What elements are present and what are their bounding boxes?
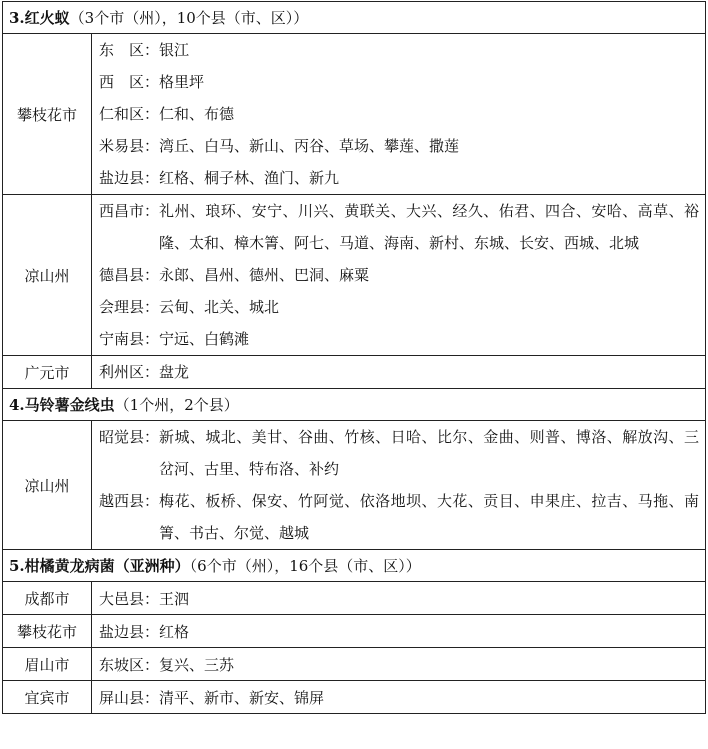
region-row [3, 648, 706, 681]
county-entry [99, 130, 699, 162]
county-name: 屏山县： [99, 688, 160, 707]
county-name: 德昌县： [99, 266, 160, 284]
section-name: 3.红火蚁 [9, 9, 70, 27]
region-row [3, 615, 706, 648]
town-list: 格里坪 [159, 73, 205, 91]
town-list: 梅花、板桥、保安、竹阿觉、依洛地坝、大花、贡目、申果庄、拉吉、马拖、南箐、书古、尔觉、越城 [159, 492, 699, 542]
town-list: 新城、城北、美甘、谷曲、竹核、日哈、比尔、金曲、则普、博洛、解放沟、三岔河、古里、特布洛、补约 [159, 428, 699, 478]
section-header-row [3, 2, 706, 34]
county-entry [99, 421, 699, 485]
region-name: 眉山市 [3, 648, 92, 681]
town-list: 湾丘、白马、新山、丙谷、草场、攀莲、撒莲 [159, 137, 460, 155]
region-name: 宜宾市 [3, 681, 92, 714]
quarantine-distribution-table [2, 1, 706, 714]
county-entry [99, 259, 699, 291]
county-entry [99, 98, 699, 130]
county-entry [99, 291, 699, 323]
section-name: 5.柑橘黄龙病菌（亚洲种） [9, 557, 190, 575]
town-list: 红格、桐子林、渔门、新九 [159, 169, 340, 187]
town-list: 仁和、布德 [159, 105, 235, 123]
region-name: 广元市 [3, 356, 92, 389]
section-count-note: （6个市（州），16个县（市、区）） [189, 557, 421, 575]
town-list: 永郎、昌州、德州、巴洞、麻粟 [159, 266, 370, 284]
town-list: 宁远、白鹤滩 [159, 330, 250, 348]
county-name: 利州区： [99, 363, 160, 381]
region-name: 成都市 [3, 582, 92, 615]
town-list: 红格 [159, 622, 190, 641]
town-list: 清平、新市、新安、锦屏 [159, 688, 325, 707]
county-name: 大邑县： [99, 589, 160, 608]
county-entry [99, 66, 699, 98]
county-name: 东 区： [99, 41, 160, 59]
region-name: 攀枝花市 [3, 615, 92, 648]
county-entry [92, 615, 706, 648]
town-list: 复兴、三苏 [159, 655, 235, 674]
region-row [3, 195, 706, 356]
region-name: 凉山州 [3, 421, 92, 550]
town-list: 礼州、琅环、安宁、川兴、黄联关、大兴、经久、佑君、四合、安哈、高草、裕隆、太和、樟木箐、阿七、马道、海南、新村、东城、长安、西城、北城 [159, 202, 699, 252]
county-name: 米易县： [99, 137, 160, 155]
town-list: 银江 [159, 41, 190, 59]
region-row [3, 356, 706, 389]
town-list: 盘龙 [159, 363, 190, 381]
section-title [3, 389, 706, 421]
county-entry [92, 681, 706, 714]
county-entry [99, 34, 699, 66]
county-entry [99, 356, 699, 388]
county-name: 宁南县： [99, 330, 160, 348]
region-row [3, 34, 706, 195]
section-title [3, 2, 706, 34]
county-entry [99, 485, 699, 549]
county-list [92, 421, 706, 550]
county-name: 越西县： [99, 492, 160, 510]
county-name: 昭觉县： [99, 428, 160, 446]
county-entry [92, 582, 706, 615]
county-entry [99, 195, 699, 259]
section-count-note: （3个市（州），10个县（市、区）） [69, 9, 309, 27]
county-name: 东坡区： [99, 655, 160, 674]
county-name: 西 区： [99, 73, 160, 91]
county-entry [92, 648, 706, 681]
county-entry [99, 323, 699, 355]
county-name: 盐边县： [99, 622, 160, 641]
section-name: 4.马铃薯金线虫 [9, 396, 115, 414]
section-header-row [3, 550, 706, 582]
county-entry [99, 162, 699, 194]
county-list [92, 34, 706, 195]
region-name: 凉山州 [3, 195, 92, 356]
section-title [3, 550, 706, 582]
county-name: 仁和区： [99, 105, 160, 123]
town-list: 云甸、北关、城北 [159, 298, 280, 316]
county-list [92, 356, 706, 389]
town-list: 王泗 [159, 589, 190, 608]
section-header-row [3, 389, 706, 421]
region-row [3, 421, 706, 550]
region-row [3, 681, 706, 714]
section-count-note: （1个州，2个县） [114, 396, 239, 414]
region-name: 攀枝花市 [3, 34, 92, 195]
county-name: 会理县： [99, 298, 160, 316]
county-name: 盐边县： [99, 169, 160, 187]
county-name: 西昌市： [99, 202, 160, 220]
county-list [92, 195, 706, 356]
region-row [3, 582, 706, 615]
